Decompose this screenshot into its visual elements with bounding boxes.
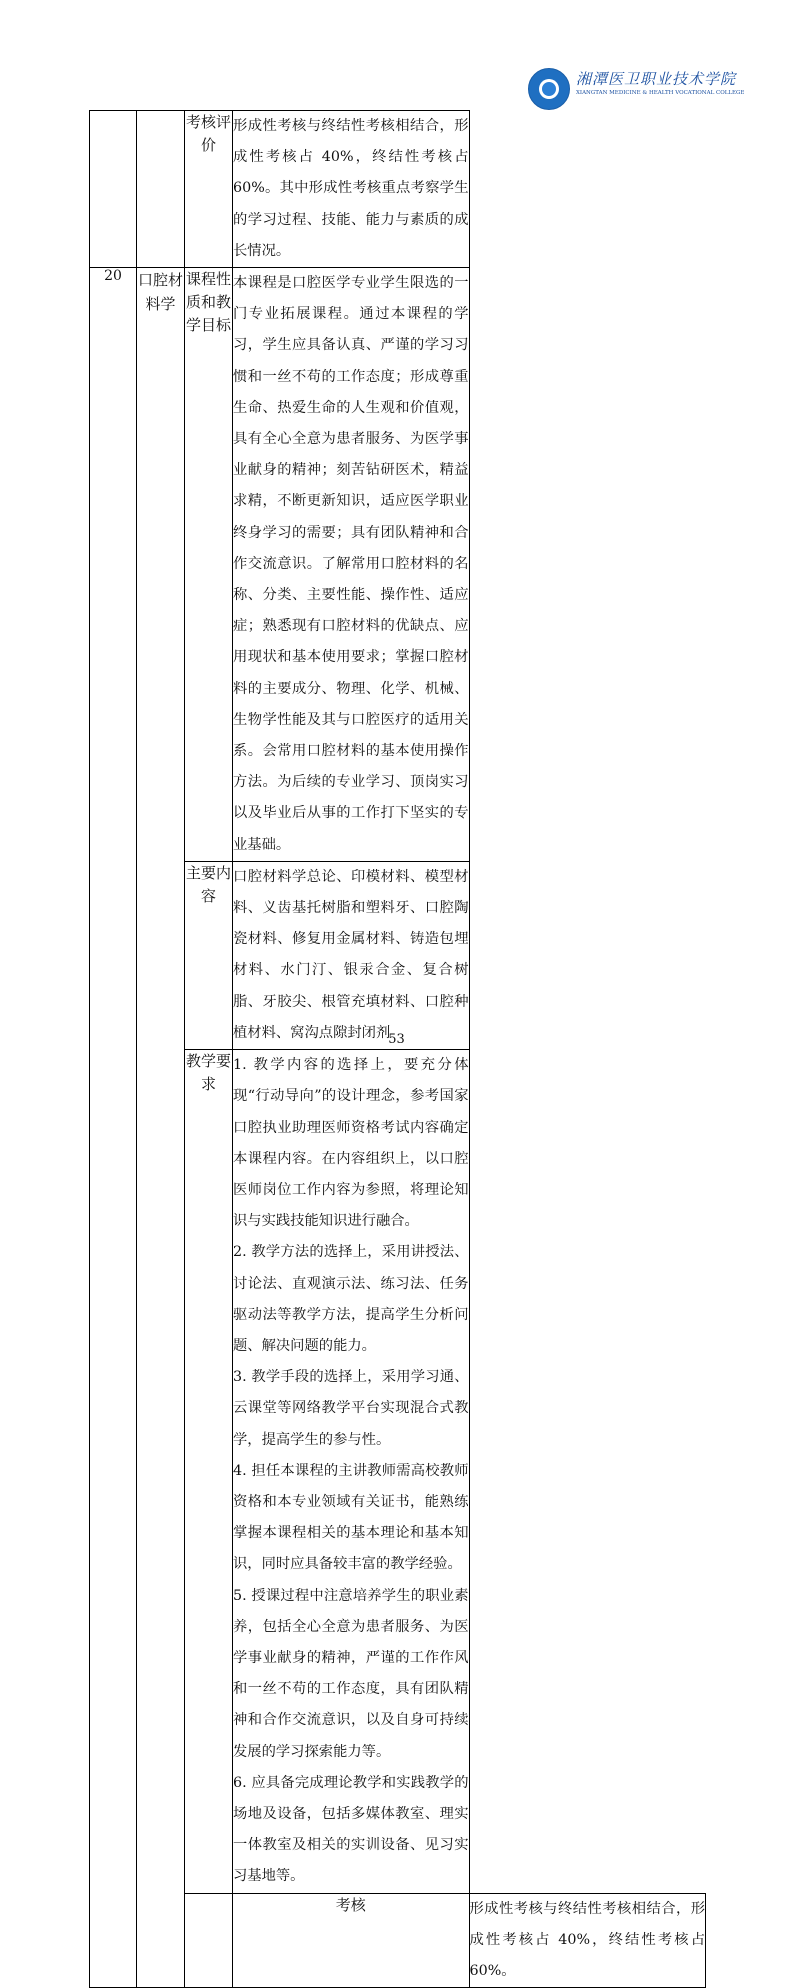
course-table <box>89 110 706 1988</box>
row-label: 教学要求 <box>185 1050 233 1893</box>
row-content <box>233 1050 470 1893</box>
assessment-text: 形成性考核与终结性考核相结合，形成性考核占 40%，终结性考核占 60%。 <box>469 1900 705 1979</box>
page-number: 53 <box>388 1032 405 1047</box>
requirement-item: 2. 教学方法的选择上，采用讲授法、讨论法、直观演示法、练习法、任务驱动法等教学方法，提高学生分析问题、解决问题的能力。 <box>233 1244 469 1354</box>
college-name: 湘潭医卫职业技术学院 <box>576 70 737 88</box>
college-emblem-icon <box>528 68 570 110</box>
course-name-cell-empty <box>185 1893 233 1988</box>
objectives-text: 本课程是口腔医学专业学生限选的一门专业拓展课程。通过本课程的学习，学生应具备认真、严谨的学习习惯和一丝不苟的工作态度；形成尊重生命、热爱生命的人生观和价值观，具有全心全意为患者服务、为医学事业献身的精神；刻苦钻研医术，精益求精，不断更新知识，适应医学职业终身学习的需要；具有团队精神和合作交流意识。了解常用口腔材料的名称、分类、主要性能、操作性、适应症；熟悉现有口腔材料的优缺点、应用现状和基本使用要求；掌握口腔材料的主要成分、物理、化学、机械、生物学性能及其与口腔医疗的适用关系。会常用口腔材料的基本使用操作方法。为后续的专业学习、顶岗实习以及毕业后从事的工作打下坚实的专业基础。 <box>233 275 469 853</box>
requirement-item: 5. 授课过程中注意培养学生的职业素养，包括全心全意为患者服务、为医学事业献身的精神，严谨的工作作风和一丝不苟的工作态度，具有团队精神和合作交流意识，以及自身可持续发展的学习探索能力等。 <box>233 1587 469 1760</box>
row-content <box>233 111 470 268</box>
college-logo <box>528 66 745 114</box>
table-row <box>90 111 706 268</box>
requirement-item: 4. 担任本课程的主讲教师需高校教师资格和本专业领域有关证书，能熟练掌握本课程相关的基本理论和基本知识，同时应具备较丰富的教学经验。 <box>233 1462 469 1573</box>
course-number-cell-empty <box>90 111 137 268</box>
row-content <box>233 861 470 1049</box>
course-name: 口腔材料学 <box>137 268 185 1988</box>
row-label: 课程性质和教学目标 <box>185 268 233 862</box>
row-content <box>469 1893 706 1988</box>
course-number: 20 <box>90 268 137 1988</box>
requirement-item: 6. 应具备完成理论教学和实践教学的场地及设备，包括多媒体教室、理实一体教室及相关的实训设备、见习实习基地等。 <box>233 1774 469 1885</box>
assessment-text: 形成性考核与终结性考核相结合，形成性考核占 40%，终结性考核占 60%。其中形成性考核重点考察学生的学习过程、技能、能力与素质的成长情况。 <box>233 118 469 259</box>
row-label: 主要内容 <box>185 861 233 1049</box>
row-label: 考核评价 <box>185 111 233 268</box>
requirement-item: 1. 教学内容的选择上，要充分体现“行动导向”的设计理念，参考国家口腔执业助理医师资格考试内容确定本课程内容。在内容组织上，以口腔医师岗位工作内容为参照，将理论知识与实践技能知识进行融合。 <box>233 1057 469 1230</box>
requirement-item: 3. 教学手段的选择上，采用学习通、云课堂等网络教学平台实现混合式教学，提高学生的参与性。 <box>233 1369 469 1448</box>
college-name-en: XIANGTAN MEDICINE & HEALTH VOCATIONAL COLLEGE <box>576 90 745 96</box>
course-name-cell-empty <box>137 111 185 268</box>
main-content-text: 口腔材料学总论、印模材料、模型材料、义齿基托树脂和塑料牙、口腔陶瓷材料、修复用金属材料、铸造包埋材料、水门汀、银汞合金、复合树脂、牙胶尖、根管充填材料、口腔种植材料、窝沟点隙封闭剂 <box>233 868 469 1041</box>
row-label: 考核 <box>233 1893 470 1988</box>
row-content <box>233 268 470 862</box>
table-row <box>90 268 706 862</box>
